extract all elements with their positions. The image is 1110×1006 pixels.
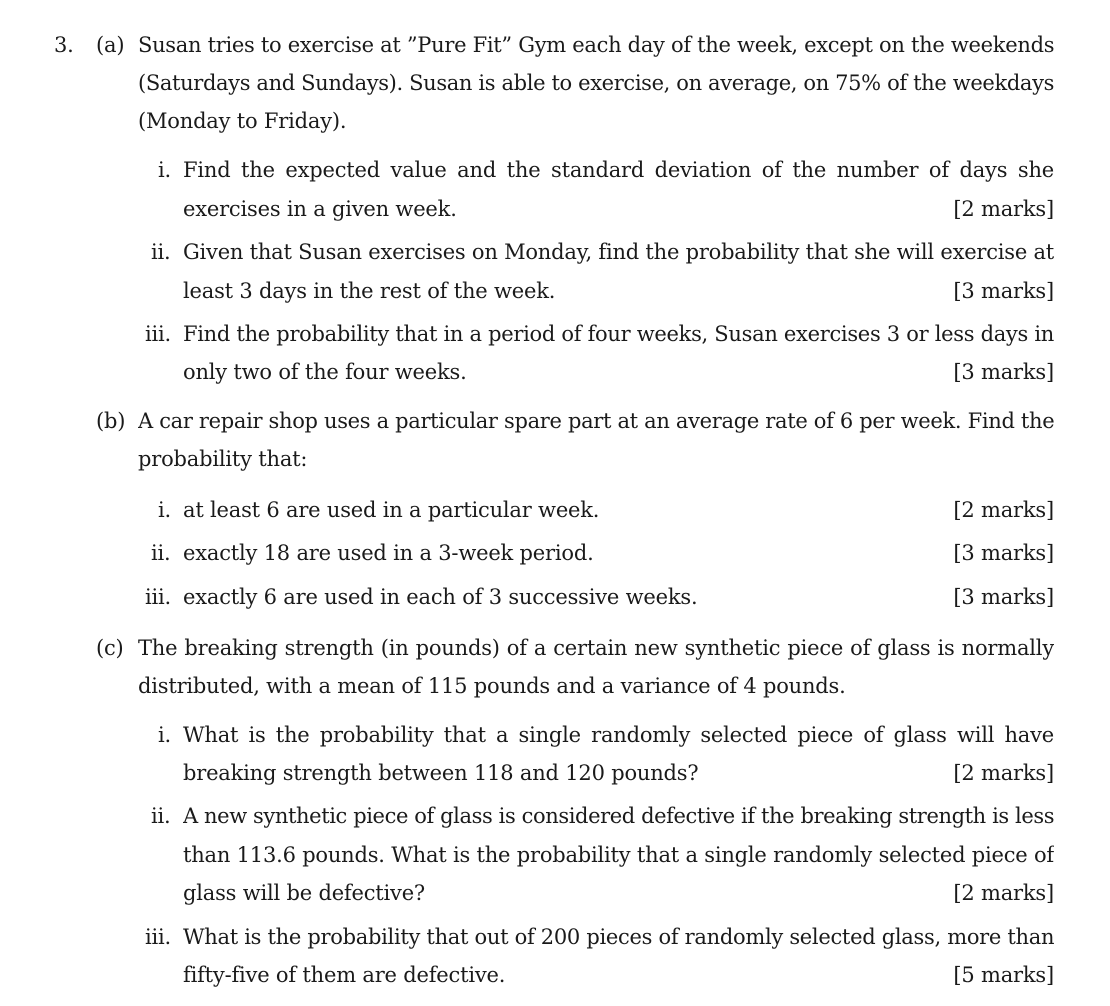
part-a-item-1-marks: [2 marks] bbox=[953, 197, 1054, 221]
part-c-item-2-label: ii. bbox=[151, 804, 171, 828]
part-c-item-2-line-2: than 113.6 pounds. What is the probability that a single randomly selected piece of bbox=[183, 843, 1054, 867]
part-b-item-2-label: ii. bbox=[151, 541, 171, 565]
part-b-item-3-marks: [3 marks] bbox=[953, 585, 1054, 609]
part-c-item-3-line-1: What is the probability that out of 200 pieces of randomly selected glass, more than bbox=[183, 925, 1054, 949]
part-b-item-1-text: at least 6 are used in a particular week. bbox=[183, 498, 600, 522]
part-c-item-3-line-2: fifty-five of them are defective. bbox=[183, 963, 506, 987]
part-c-item-3-marks: [5 marks] bbox=[953, 963, 1054, 987]
part-a-item-2-label: ii. bbox=[151, 240, 171, 264]
part-c-item-1-label: i. bbox=[158, 723, 171, 747]
part-b-item-2-text: exactly 18 are used in a 3-week period. bbox=[183, 541, 594, 565]
part-c-item-1-line-1: What is the probability that a single randomly selected piece of glass will have bbox=[183, 723, 1054, 747]
part-a-item-2-line-2: least 3 days in the rest of the week. bbox=[183, 279, 556, 303]
part-b-item-1-label: i. bbox=[158, 498, 171, 522]
question-number: 3. bbox=[54, 33, 74, 57]
part-a-item-1-line-1: Find the expected value and the standard deviation of the number of days she bbox=[183, 158, 1054, 182]
part-a-line-2: (Saturdays and Sundays). Susan is able to exercise, on average, on 75% of the weekdays bbox=[138, 71, 1054, 95]
part-a-item-3-line-1: Find the probability that in a period of four weeks, Susan exercises 3 or less days in bbox=[183, 322, 1054, 346]
part-a-line-1: Susan tries to exercise at ”Pure Fit” Gym each day of the week, except on the weekends bbox=[138, 33, 1054, 57]
part-b-item-3-text: exactly 6 are used in each of 3 successive weeks. bbox=[183, 585, 698, 609]
part-c-item-1-line-2: breaking strength between 118 and 120 pounds? bbox=[183, 761, 699, 785]
part-c-item-3-label: iii. bbox=[145, 925, 172, 949]
part-c-item-2-line-3: glass will be defective? bbox=[183, 881, 425, 905]
part-c-label: (c) bbox=[96, 636, 124, 660]
part-a-item-1-line-2: exercises in a given week. bbox=[183, 197, 457, 221]
part-a-item-2-marks: [3 marks] bbox=[953, 279, 1054, 303]
part-a-item-3-marks: [3 marks] bbox=[953, 360, 1054, 384]
part-c-item-2-line-1: A new synthetic piece of glass is considered defective if the breaking strength is less bbox=[183, 804, 1054, 828]
part-b-item-1-marks: [2 marks] bbox=[953, 498, 1054, 522]
part-a-line-3: (Monday to Friday). bbox=[138, 109, 347, 133]
part-a-item-1-label: i. bbox=[158, 158, 171, 182]
part-c-item-2-marks: [2 marks] bbox=[953, 881, 1054, 905]
part-c-line-2: distributed, with a mean of 115 pounds and a variance of 4 pounds. bbox=[138, 674, 846, 698]
part-b-item-2-marks: [3 marks] bbox=[953, 541, 1054, 565]
part-c-item-1-marks: [2 marks] bbox=[953, 761, 1054, 785]
part-c-line-1: The breaking strength (in pounds) of a certain new synthetic piece of glass is normally bbox=[138, 636, 1054, 660]
part-a-item-2-line-1: Given that Susan exercises on Monday, find the probability that she will exercise at bbox=[183, 240, 1054, 264]
part-b-item-3-label: iii. bbox=[145, 585, 172, 609]
part-b-line-2: probability that: bbox=[138, 447, 308, 471]
part-a-item-3-line-2: only two of the four weeks. bbox=[183, 360, 467, 384]
part-b-label: (b) bbox=[96, 409, 126, 433]
part-a-item-3-label: iii. bbox=[145, 322, 172, 346]
part-a-label: (a) bbox=[96, 33, 125, 57]
part-b-line-1: A car repair shop uses a particular spare part at an average rate of 6 per week. Find the bbox=[138, 409, 1054, 433]
